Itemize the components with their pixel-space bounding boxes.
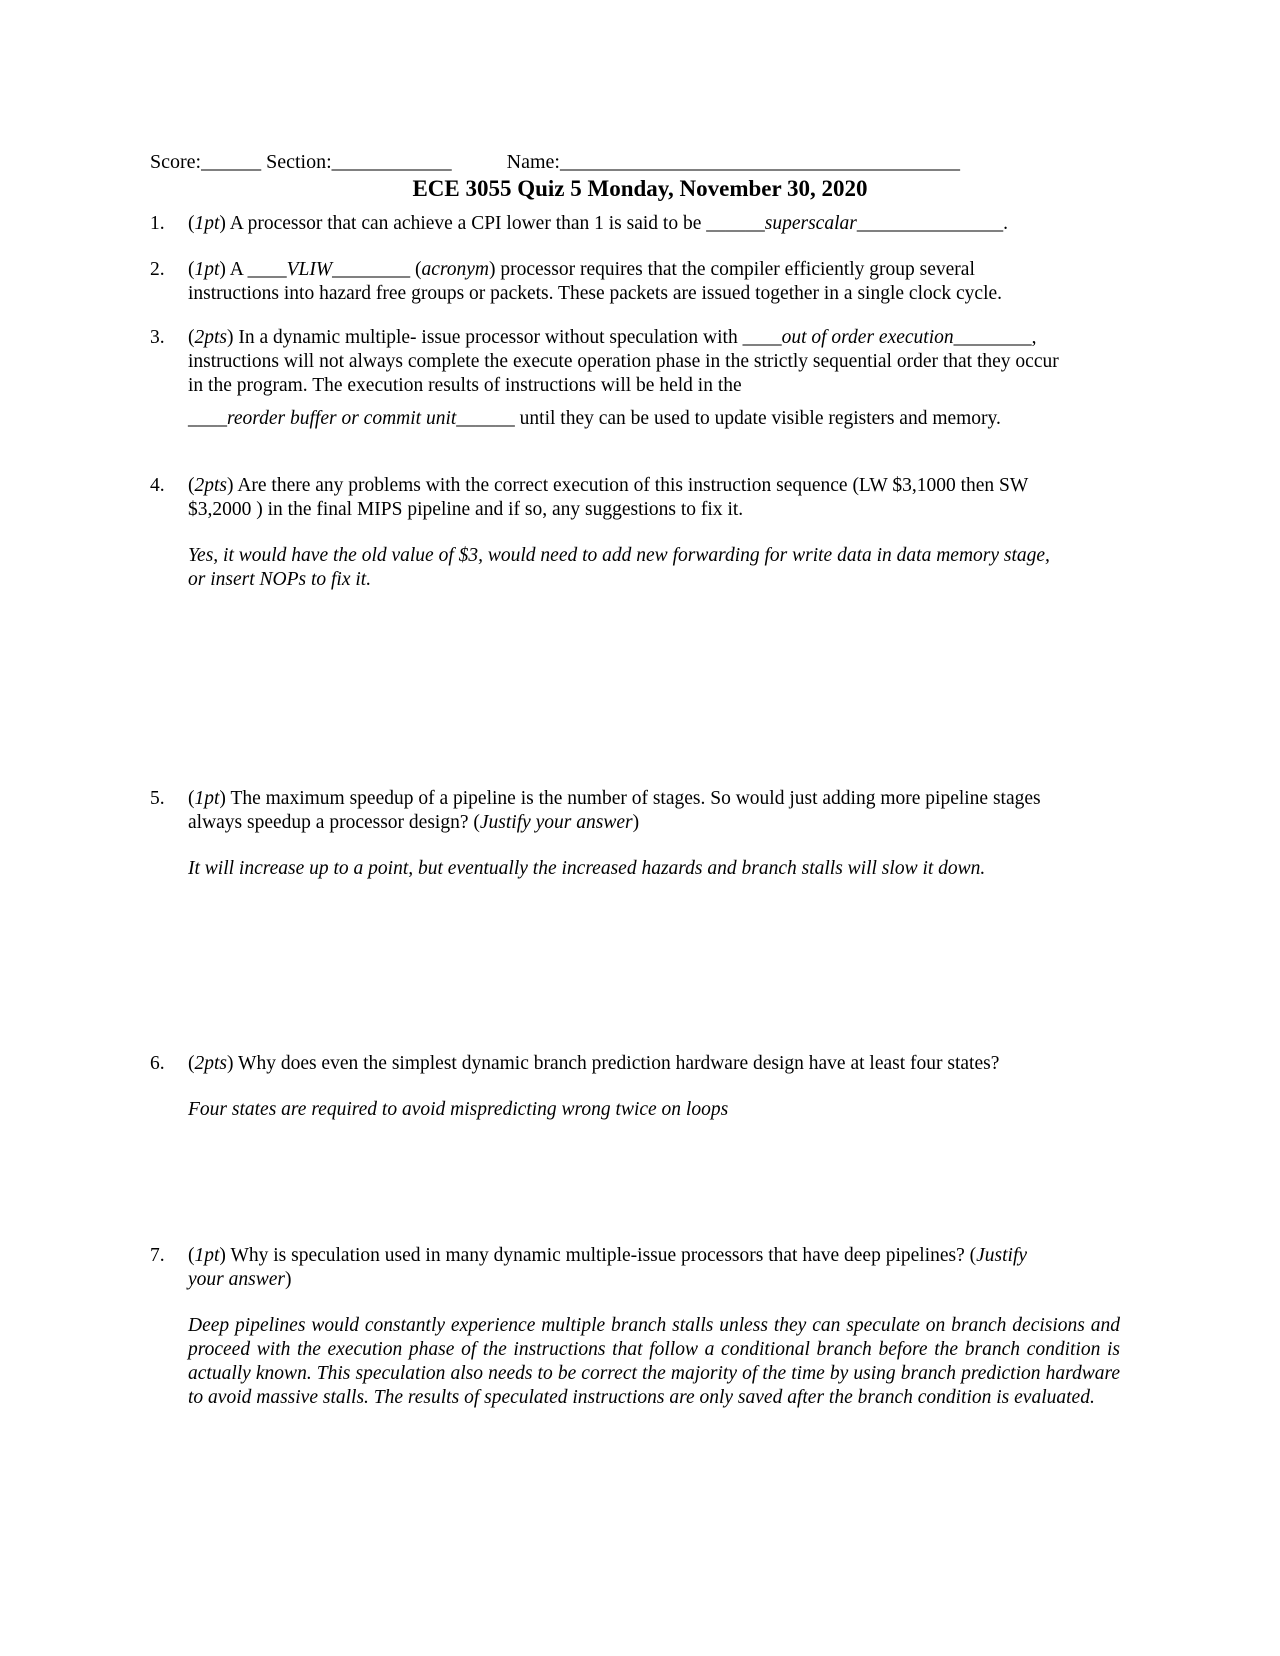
question-text-segment: ________, [953, 327, 1037, 348]
answer-text: Deep pipelines would constantly experience multiple branch stalls unless they can speculate on branch decisions and proceed with the execution phase of the instructions that follow a conditional branch before the branch condition is actually known. This speculation also needs to be correct the majority of the time by using branch prediction hardware to avoid massive stalls. The results of speculated instructions are only saved after the branch condition is evaluated. [188, 1315, 1120, 1408]
answer-text: Four states are required to avoid mispredicting wrong twice on loops [188, 1099, 729, 1120]
page-title: ECE 3055 Quiz 5 Monday, November 30, 2020 [412, 176, 868, 201]
points-label: 1pt [194, 788, 220, 809]
question-text: (2pts) In a dynamic multiple- issue processor without speculation with ____out of order execution________, instructions will not always complete the execute operation phase in the strictly sequential order that they occur in the program. The execution results of instructions will be held in the [188, 327, 1059, 396]
question-text: (1pt) Why is speculation used in many dynamic multiple-issue processors that have deep pipelines? (Justify your answer) [188, 1245, 1028, 1290]
question-number: 2. [150, 259, 165, 280]
points-label: 1pt [194, 213, 220, 234]
points-label: 2pts [194, 475, 228, 496]
question-text-segment: ________ ( [332, 259, 422, 280]
question-text-segment: $3,2000 ) in the final MIPS pipeline and if so, any suggestions to fix it. [188, 499, 744, 520]
answer-line: or insert NOPs to fix it. [188, 569, 372, 590]
question-text: (2pts) Why does even the simplest dynamic branch prediction hardware design have at least four states? [188, 1053, 1000, 1074]
question-number: 1. [150, 213, 165, 234]
question-text: (1pt) The maximum speedup of a pipeline is the number of stages. So would just adding more pipeline stages always speedup a processor design? (Justify your answer) [188, 788, 1041, 833]
points-label: 2pts [194, 1053, 228, 1074]
acronym-label: acronym [421, 259, 489, 280]
justify-label: Justify your answer [479, 812, 633, 833]
question-text-segment: ) [284, 1269, 292, 1290]
question-text [188, 407, 1120, 431]
answer-text: It will increase up to a point, but eventually the increased hazards and branch stalls will slow it down. [188, 858, 986, 879]
question-text-segment: Why does even the simplest dynamic branch prediction hardware design have at least four states? [233, 1053, 1000, 1074]
question-text-segment: _______________. [856, 213, 1008, 234]
justify-label: your answer [188, 1269, 285, 1290]
question-1 [150, 212, 1120, 236]
answer-text: out of order execution [781, 327, 954, 348]
question-text-segment: The maximum speedup of a pipeline is the number of stages. So would just adding more pipeline stages [225, 788, 1041, 809]
question-text-segment: ____ [188, 408, 227, 429]
question-text: (1pt) A ____VLIW________ (acronym) processor requires that the compiler efficiently group several instructions into hazard free groups or packets. These packets are issued together in a single clock cycle. [188, 259, 1003, 304]
question-text-segment: A processor that can achieve a CPI lower than 1 is said to be ______ [225, 213, 765, 234]
question-number: 5. [150, 788, 165, 809]
answer-text: superscalar [764, 213, 857, 234]
name-field: Name:________________________________________ [506, 151, 960, 173]
question-number: 7. [150, 1245, 165, 1266]
question-3 [150, 326, 1120, 431]
question-text: (1pt) A processor that can achieve a CPI lower than 1 is said to be ______superscalar_______________. [188, 213, 1008, 234]
question-4 [150, 474, 1120, 592]
question-number: 4. [150, 475, 165, 496]
question-text-segment: instructions will not always complete the execute operation phase in the strictly sequential order that they occur [188, 351, 1059, 372]
question-text-segment: A ____ [225, 259, 287, 280]
question-text-segment: ) processor requires that the compiler efficiently group several [489, 259, 975, 280]
question-7 [150, 1244, 1120, 1410]
question-number: 6. [150, 1053, 165, 1074]
question-text-segment: ) [632, 812, 640, 833]
justify-label: Justify [976, 1245, 1028, 1266]
header-fields [150, 151, 960, 174]
score-field: Score:______ [150, 151, 262, 173]
question-text-segment: instructions into hazard free groups or packets. These packets are issued together in a single clock cycle. [188, 283, 1003, 304]
answer-text: VLIW [286, 259, 333, 280]
answer-line: Yes, it would have the old value of $3, would need to add new forwarding for write data in data memory stage, [188, 545, 1050, 566]
question-text: (2pts) Are there any problems with the correct execution of this instruction sequence (LW $3,1000 then SW $3,2000 ) in the final MIPS pipeline and if so, any suggestions to fix it. [188, 475, 1029, 520]
question-text-segment: Why is speculation used in many dynamic multiple-issue processors that have deep pipelines? ( [225, 1245, 977, 1266]
answer-text: reorder buffer or commit unit [227, 408, 457, 429]
question-text-segment: In a dynamic multiple- issue processor without speculation with ____ [233, 327, 782, 348]
question-number: 3. [150, 327, 165, 348]
question-2 [150, 258, 1120, 306]
points-label: 1pt [194, 1245, 220, 1266]
question-text-segment: always speedup a processor design? ( [188, 812, 480, 833]
question-5 [150, 787, 1120, 881]
points-label: 2pts [194, 327, 228, 348]
answer-text [188, 544, 1120, 592]
points-label: 1pt [194, 259, 220, 280]
section-field: Section:____________ [266, 151, 452, 173]
question-text-segment: Are there any problems with the correct execution of this instruction sequence (LW $3,1000 then SW [233, 475, 1029, 496]
question-text-segment: in the program. The execution results of instructions will be held in the [188, 375, 742, 396]
question-6 [150, 1052, 1120, 1122]
question-text-segment: ______ until they can be used to update visible registers and memory. [456, 408, 1001, 429]
